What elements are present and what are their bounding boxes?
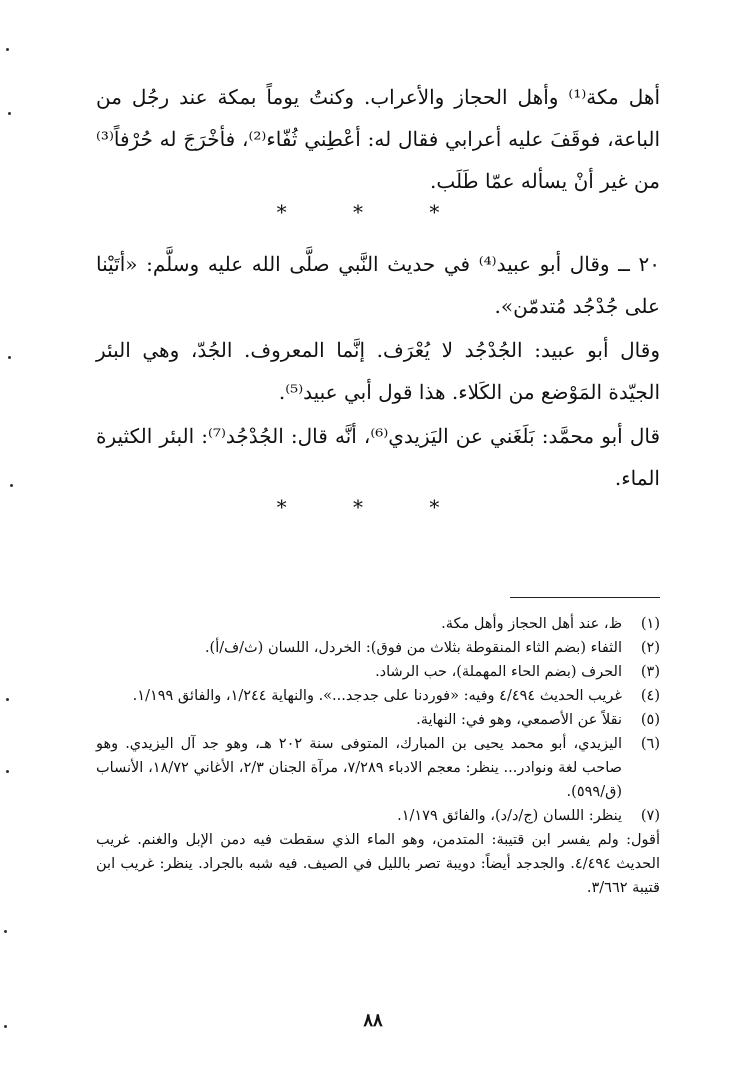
margin-dot xyxy=(4,930,7,933)
footnote-item xyxy=(96,612,660,636)
footnote-rule xyxy=(510,597,660,598)
footnote-number: (٢) xyxy=(640,640,660,656)
paragraph-3: وقال أبو عبيد: الجُدْجُد لا يُعْرَف. إنَّما المعروف. الجُدّ، وهي البئر الجيّدة المَوْضع من الكَلاء. هذا قول أبي عبيد⁽⁵⁾. xyxy=(96,338,660,404)
paragraph-4: قال أبو محمَّد: بَلَغَني عن اليَزيدي⁽⁶⁾، أنَّه قال: الجُدْجُد⁽⁷⁾: البئر الكثيرة الماء. xyxy=(96,424,661,490)
footnote-continuation: أقول: ولم يفسر ابن قتيبة: المتدمن، وهو الماء الذي سقطت فيه دمن الإبل والغنم. غريب الحديث ٤/٤٩٤. والجدجد أيضاً: دويبة تصر بالليل في الصيف. فيه شبه بالجراد. ينظر: غريب ابن قتيبة ٣/٦٦٢. xyxy=(96,832,660,896)
margin-dot xyxy=(8,112,11,115)
footnote-item xyxy=(96,708,660,732)
margin-dot xyxy=(4,1025,7,1028)
footnote-number: (٦) xyxy=(640,736,660,752)
paragraph-1: أهل مكة⁽¹⁾ وأهل الحجاز والأعراب. وكنتُ يوماً بمكة عند رجُل من الباعة، فوقَفَ عليه أعرابي فقال له: أعْطِني ثُفّاء⁽²⁾، فأخْرَجَ له حُرْفاً⁽³⁾ من غير أنْ يسأله عمّا طَلَب. xyxy=(96,85,661,193)
margin-dot xyxy=(6,698,9,701)
section-separator-1: * * * xyxy=(276,200,470,224)
section-separator-2: * * * xyxy=(276,495,470,519)
footnote-text: غريب الحديث ٤/٤٩٤ وفيه: «فوردنا على جدجد...». والنهاية ١/٢٤٤، والفائق ١/١٩٩. xyxy=(132,688,622,704)
main-text-2 xyxy=(96,243,660,499)
footnote-item xyxy=(96,732,660,804)
margin-dot xyxy=(6,770,9,773)
page-number: ٨٨ xyxy=(363,1010,383,1031)
footnote-item xyxy=(96,804,660,828)
footnote-text: الثفاء (بضم الثاء المنقوطة بثلاث من فوق): الخردل، اللسان (ث/ف/أ). xyxy=(204,640,622,656)
paragraph-2: ٢٠ ــ وقال أبو عبيد⁽⁴⁾ في حديث النَّبي صلَّى الله عليه وسلَّم: «أتَيْنا على جُدْجُد مُتدمّن». xyxy=(96,252,660,318)
footnote-number: (٧) xyxy=(640,808,660,824)
footnote-item xyxy=(96,684,660,708)
footnote-text: اليزيدي، أبو محمد يحيى بن المبارك، المتوفى سنة ٢٠٢ هـ، وهو جد آل اليزيدي. وهو صاحب لغة ونوادر... ينظر: معجم الادباء ٧/٢٨٩، مرآة الجنان ٢/٣، الأغاني ١٨/٧٢، الأنساب (ق/٥٩٩). xyxy=(96,736,622,800)
footnote-text: الحرف (بضم الحاء المهملة)، حب الرشاد. xyxy=(375,664,622,680)
footnote-number: (١) xyxy=(640,616,660,632)
footnote-item xyxy=(96,636,660,660)
margin-dot xyxy=(8,356,11,359)
margin-dot xyxy=(6,48,9,51)
footnote-number: (٤) xyxy=(640,688,660,704)
footnote-text: نقلاً عن الأصمعي، وهو في: النهاية. xyxy=(416,712,622,728)
footnotes xyxy=(96,612,660,900)
footnote-number: (٥) xyxy=(640,712,660,728)
footnote-item xyxy=(96,660,660,684)
margin-dot xyxy=(10,484,13,487)
footnote-text: ظ، عند أهل الحجاز وأهل مكة. xyxy=(441,616,622,632)
footnote-number: (٣) xyxy=(640,664,660,680)
main-text xyxy=(96,76,660,202)
footnote-text: ينظر: اللسان (ج/د/د)، والفائق ١/١٧٩. xyxy=(397,808,622,824)
